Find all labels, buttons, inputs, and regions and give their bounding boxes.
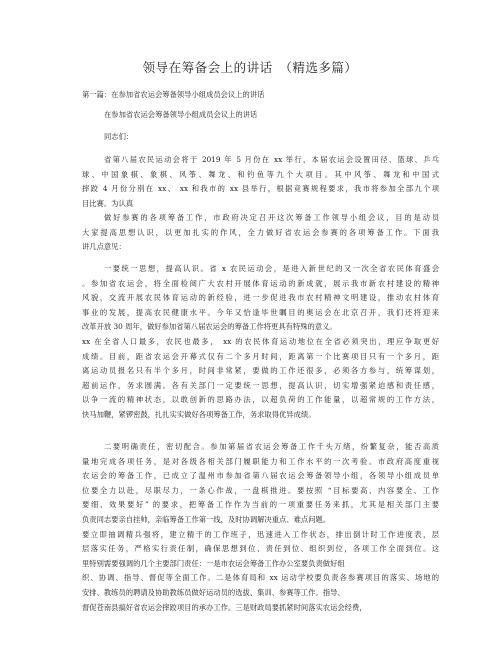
paragraph-4 bbox=[82, 440, 439, 615]
paragraph-line: 讲几点意见： bbox=[82, 242, 126, 252]
paragraph-line: 做好参赛的各项筹备工作，市政府决定召开这次筹备工作领导小组会议，目的是动员 bbox=[104, 213, 439, 222]
paragraph-line: 织、协调、指导、督促等全面工作。二是体育局和 xx 运动学校要负责各参赛项目的落实、场地的 bbox=[82, 573, 439, 583]
paragraph-line: 球、中国象棋、象棋、风筝、舞龙、和钓鱼等九个大项目。其中风筝、舞龙和中国式 bbox=[82, 169, 439, 179]
paragraph-line: 省第八届农民运动会将于 2019 年 5 月份在 xx 举行，本届农运会设置田径、篮球、乒乓 bbox=[104, 155, 439, 164]
paragraph-line: 二要明确责任，密切配合。参加第届省农运会筹备工作千头万绪，纷繁复杂，能否高质 bbox=[104, 442, 439, 451]
paragraph-1 bbox=[82, 153, 439, 211]
paragraph-line: 超前运作，务求圆满。各有关部门一定要统一思想，提高认识，切实增强紧迫感和责任感， bbox=[82, 380, 439, 390]
greeting: 同志们： bbox=[104, 132, 134, 141]
paragraph-line: 快马加鞭，紧锣密鼓，扎扎实实做好各项筹备工作，务求取得优异成绩。 bbox=[82, 409, 316, 419]
paragraph-line: 负责同志要亲自挂帅，亲临筹备工作第一线，及时协调解决重点、难点问题。 bbox=[82, 514, 331, 524]
paragraph-line: 安排、教练员的聘请及协助教练员做好运动员的选拔、集训、参赛等工作。指导、 bbox=[82, 587, 345, 597]
chapter-heading: 第一篇：在参加省农运会筹备领导小组成员会议上的讲话 bbox=[82, 90, 265, 99]
paragraph-line: 离运动员报名只有半个多月，时间非常紧，要做的工作还很多，必须各方参与，统筹谋划， bbox=[82, 366, 439, 376]
paragraph-line: 风貌，交流开展农民体育运动的新经验，进一步促进我市农村精神文明建设，推动农村体育 bbox=[82, 293, 439, 303]
paragraph-line: 大家提高思想认识，以更加扎实的作风，全力做好省农运会参赛的各项筹备工作。下面我 bbox=[82, 227, 439, 237]
paragraph-line: 督促苍南县搞好省农运会摔跤项目的承办工作。三是财政局要抓紧时间落实农运会经费， bbox=[82, 602, 367, 612]
paragraph-line: xx 在全省人口最多，农民也最多， xx 的农民体育运动地位在全省必须突出，理应争取更好 bbox=[82, 336, 439, 346]
paragraph-line: 农运会的筹备工作，已成立了温州市参加省第八届农运会筹备领导小组，各领导小组成员单 bbox=[82, 471, 439, 481]
paragraph-line: 要细、效果要好” 的要求，把筹备工作作为当前的一项重要任务来抓，尤其是相关部门主要 bbox=[82, 500, 439, 510]
paragraph-line: 摔跤 4 月份分别在 xx、 xx 和我市的 xx 县举行，根据竞赛规程要求，我市将参加全部九个项 bbox=[82, 184, 439, 194]
paragraph-line: 层落实任务，严格实行责任制，确保思想到位、责任到位、组织到位，各项工作全面到位。这 bbox=[82, 544, 439, 554]
paragraph-line: 要立即抽调精兵强将，建立精干的工作班子，迅速进入工作状态，排出倒计时工作进度表，层 bbox=[82, 529, 439, 539]
paragraph-line: 。参加省农运会，将全面检阅广大农村开展体育运动的新成就，展示我市新农村建设的精神 bbox=[82, 278, 439, 288]
paragraph-line: 改革开放 30 周年，做好参加省第八届农运会的筹备工作将更具有特殊的意义。 bbox=[82, 322, 337, 332]
paragraph-line: 量地完成各项任务，是对各级各相关部门履职能力和工作水平的一次考验。市政府高度重视 bbox=[82, 456, 439, 466]
document-title: 领导在筹备会上的讲话 （精选多篇） bbox=[142, 60, 358, 75]
paragraph-line: 一要统一思想，提高认识。省 x 农民运动会，是进入新世纪的又一次全省农民体育盛会 bbox=[104, 264, 439, 273]
paragraph-line: 目比赛。为认真 bbox=[82, 198, 134, 208]
paragraph-3 bbox=[82, 262, 439, 423]
paragraph-2 bbox=[82, 211, 439, 255]
paragraph-line: 位要全力以赴，尽职尽力，一条心作战，一盘棋推进。要按照 “目标要高、内容要全、工作 bbox=[82, 485, 439, 495]
paragraph-line: 以争一流的精神状态，以敢创新的思路办法，以超负荷的工作能量，以超常规的工作方法， bbox=[82, 395, 439, 405]
chapter-subtitle: 在参加省农运会筹备领导小组成员会议上的讲话 bbox=[104, 110, 258, 119]
paragraph-line: 里特别需要强调的几个主要部门责任：一是市农运会筹备工作办公室要负责做好组 bbox=[82, 558, 345, 568]
paragraph-line: 成绩。目前，距省农运会开幕式仅有二个多月时间，距离第一个比赛项目只有一个多月，距 bbox=[82, 351, 439, 361]
paragraph-line: 事业的发展，提高农民健康水平。今年又恰逢毕世瞩目的奥运会在北京召开，我们还将迎来 bbox=[82, 307, 439, 317]
